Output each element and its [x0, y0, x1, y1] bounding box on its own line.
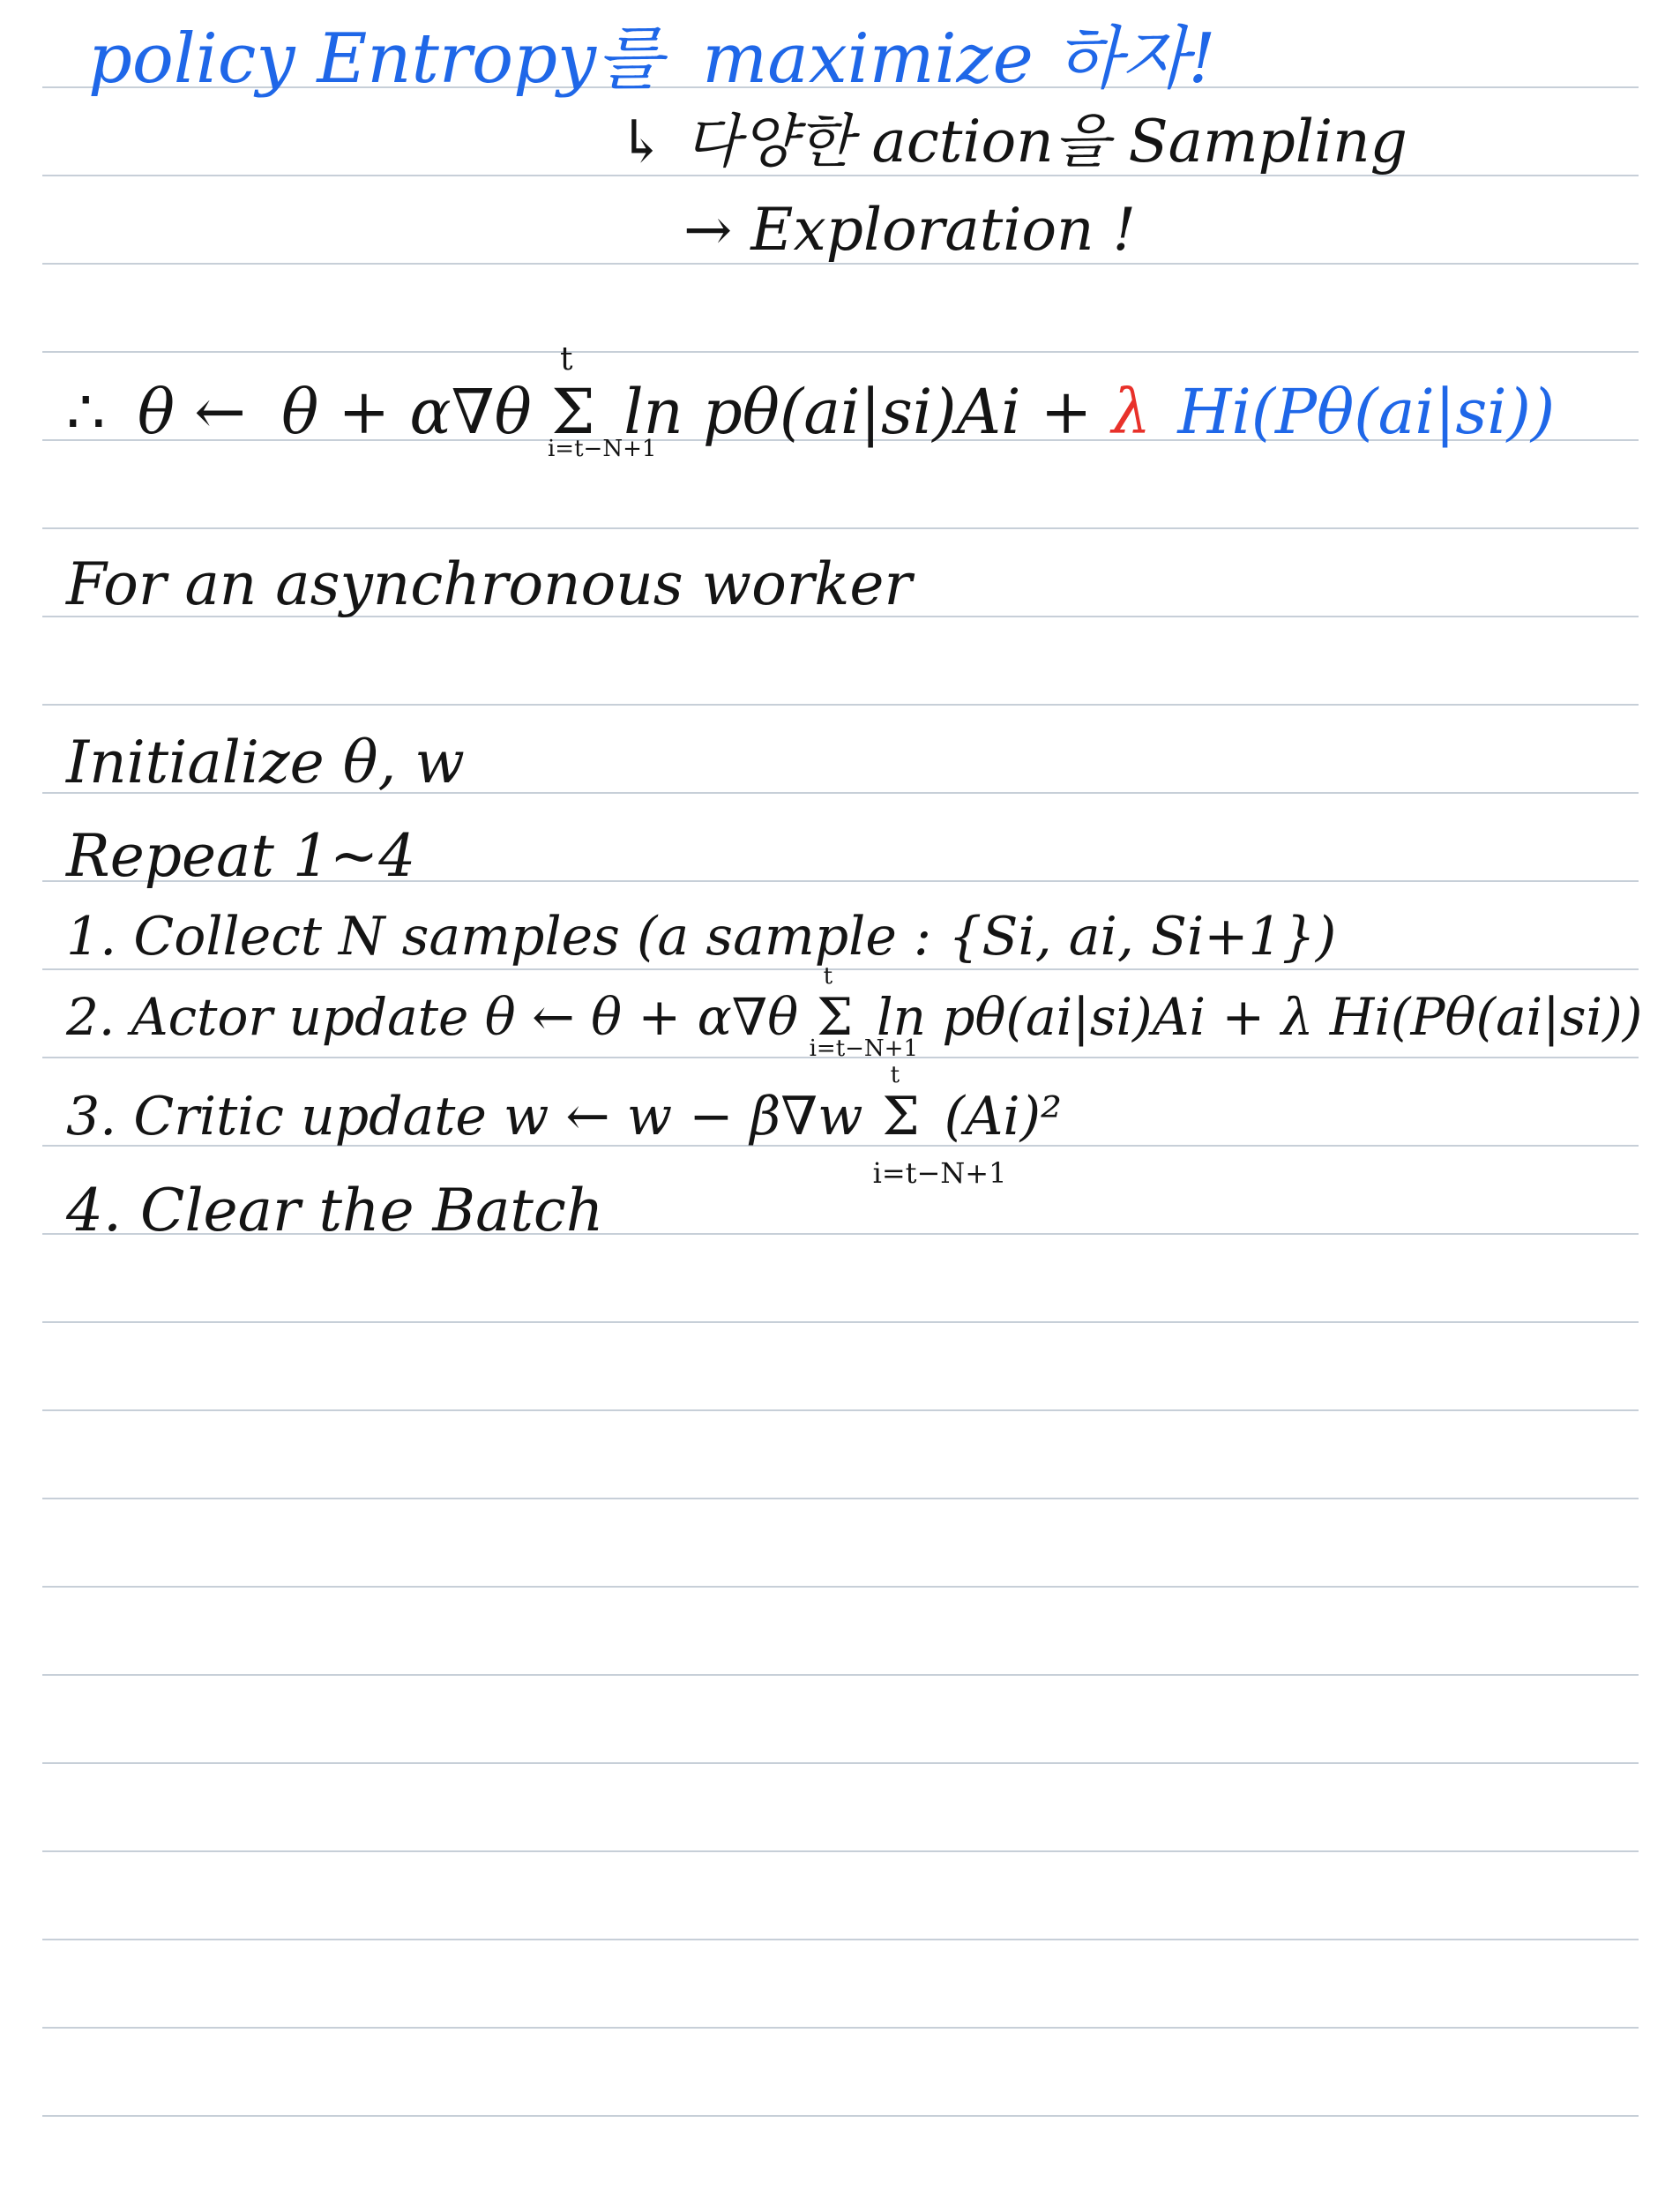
- right-arrow-icon: →: [683, 196, 733, 264]
- equation-sum: [547, 341, 657, 462]
- step2-sum-upper: t: [823, 963, 833, 990]
- algo-repeat: Repeat 1~4: [66, 822, 416, 890]
- rule-line: [42, 968, 1639, 970]
- entropy-coefficient: λ: [1111, 376, 1152, 448]
- rule-line: [42, 1321, 1639, 1323]
- return-arrow-icon: ↳: [617, 108, 667, 176]
- step3-sum-lower: i=t−N+1: [872, 1156, 1007, 1190]
- note-line-diverse-actions: [617, 108, 1407, 176]
- note-line-exploration: [683, 196, 1137, 264]
- rule-line: [42, 704, 1639, 706]
- step3-sum-upper: t: [890, 1062, 900, 1088]
- step3-suffix: (Ai)²: [944, 1086, 1063, 1147]
- algo-step-2: [66, 963, 1643, 1062]
- step2-sum-lower: i=t−N+1: [809, 1035, 919, 1062]
- algo-init: Initialize θ, w: [66, 729, 465, 796]
- algo-step-4: 4. Clear the Batch: [66, 1177, 604, 1245]
- therefore-symbol: ∴: [66, 376, 106, 448]
- step3-sum-symbol: Σ: [882, 1086, 920, 1147]
- step2-prefix: 2. Actor update θ ← θ + α∇θ: [66, 987, 799, 1047]
- equation-lhs: θ ←: [137, 376, 246, 448]
- sum-upper-limit: t: [559, 341, 573, 377]
- title-prefix: policy Entropy를: [88, 19, 663, 99]
- rule-line: [42, 1762, 1639, 1764]
- title-suffix: maximize 하자!: [702, 19, 1216, 99]
- algo-step-1: 1. Collect N samples (a sample : {Si, ai, Si+1}): [66, 906, 1337, 968]
- section-heading: For an asynchronous worker: [66, 550, 913, 618]
- equation-term-log-policy: ln pθ(ai|si)Ai +: [623, 376, 1093, 448]
- step2-sum: [809, 963, 919, 1062]
- entropy-term: Hi(Pθ(ai|si)): [1177, 376, 1556, 448]
- rule-line: [42, 1850, 1639, 1852]
- rule-line: [42, 2115, 1639, 2117]
- note-text-exploration: Exploration !: [750, 196, 1137, 264]
- sum-lower-limit: i=t−N+1: [547, 436, 657, 462]
- rule-line: [42, 1586, 1639, 1588]
- algo-step-3: [66, 1062, 1063, 1190]
- rule-line: [42, 527, 1639, 529]
- note-text-diverse-actions: 다양한 action을 Sampling: [684, 108, 1407, 176]
- step2-sum-symbol: Σ: [817, 987, 854, 1047]
- sum-symbol: Σ: [551, 376, 595, 448]
- page-title: [88, 19, 1216, 99]
- equation-rhs-main: θ + α∇θ: [281, 376, 532, 448]
- rule-line: [42, 351, 1639, 353]
- rule-line: [42, 1939, 1639, 1940]
- rule-line: [42, 1409, 1639, 1411]
- rule-line: [42, 2027, 1639, 2029]
- step3-prefix: 3. Critic update w ← w − β∇w: [66, 1086, 863, 1147]
- rule-line: [42, 1674, 1639, 1676]
- rule-line: [42, 1498, 1639, 1499]
- policy-update-equation: [66, 341, 1556, 462]
- step2-suffix: ln pθ(ai|si)Ai + λ Hi(Pθ(ai|si)): [877, 987, 1643, 1047]
